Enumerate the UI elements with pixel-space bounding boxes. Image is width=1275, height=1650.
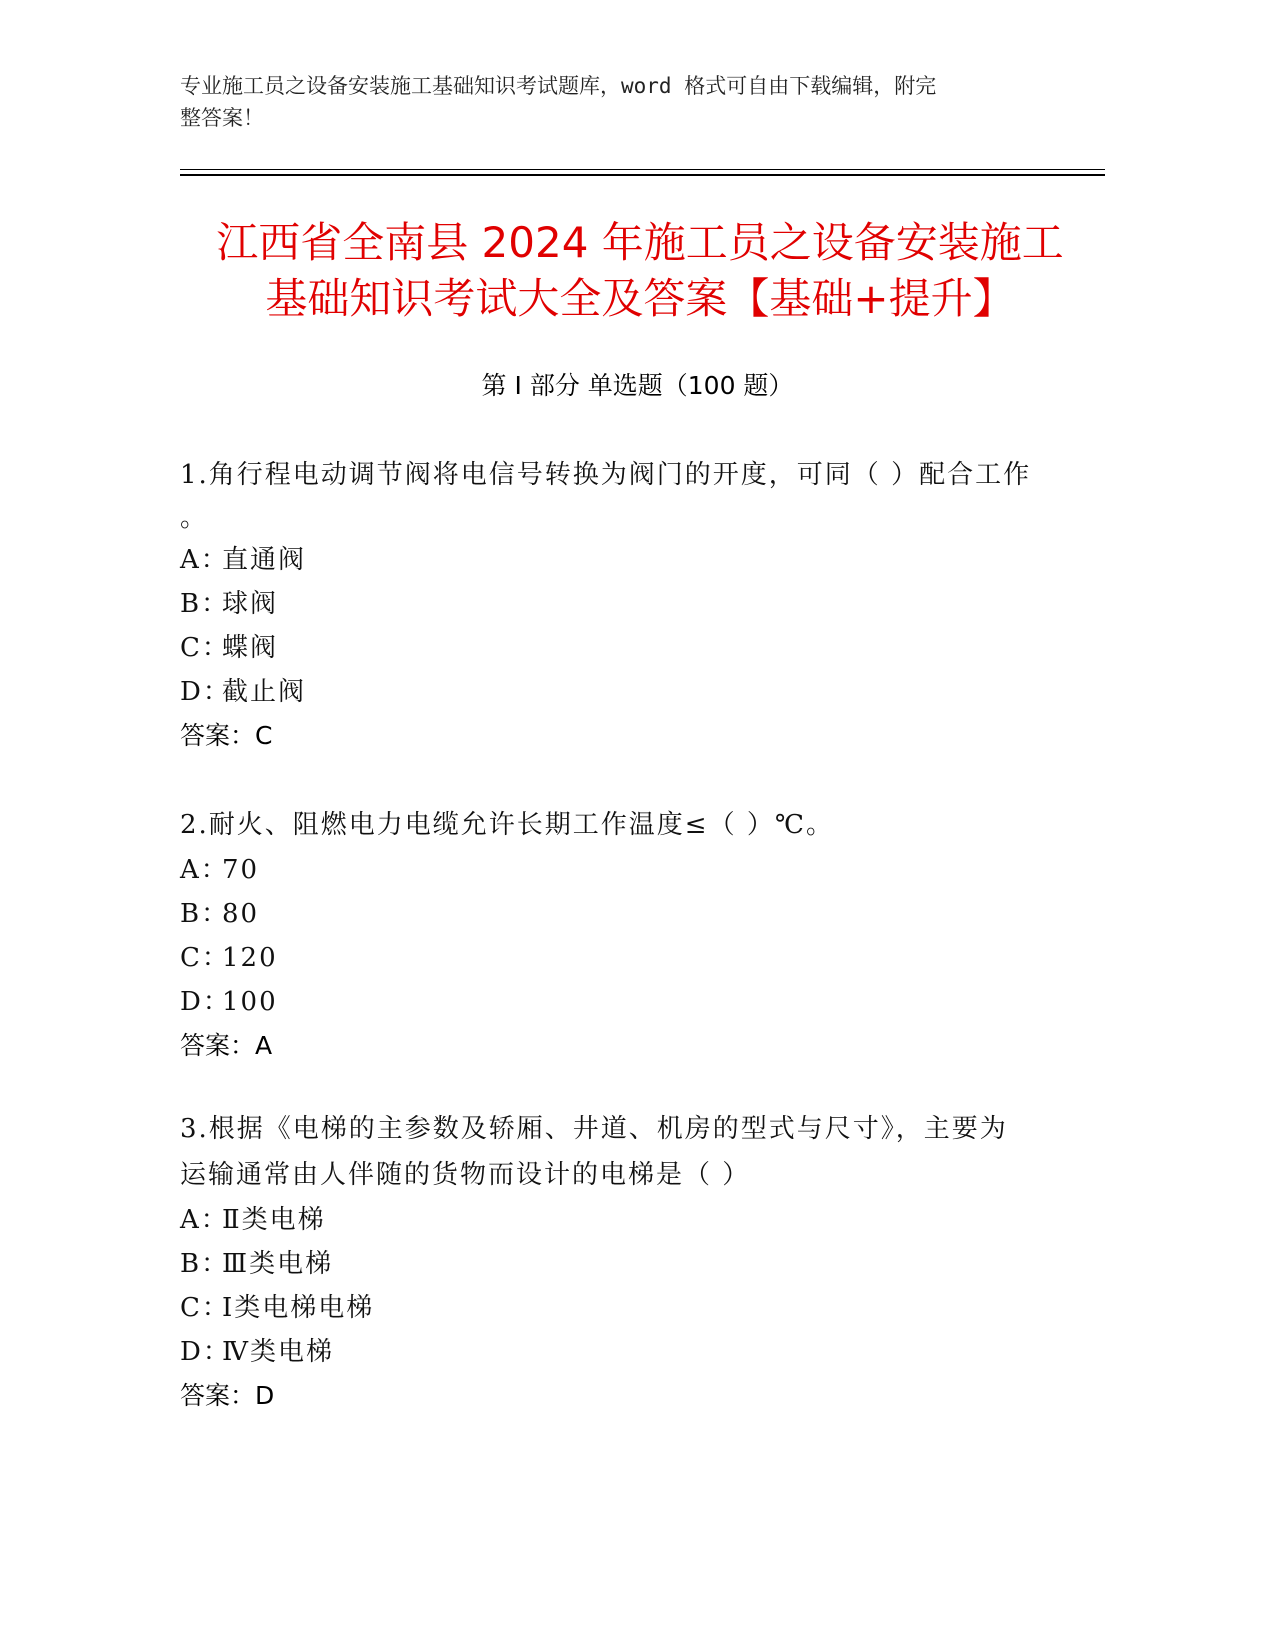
option-text: 70 xyxy=(222,855,260,885)
option-text: 直通阀 xyxy=(222,545,307,575)
question-3 xyxy=(180,1106,1040,1418)
question-stem: 1.角行程电动调节阀将电信号转换为阀门的开度，可同（ ）配合工作 xyxy=(180,460,1032,490)
question-stem: 2.耐火、阻燃电力电缆允许长期工作温度≤（ ）℃。 xyxy=(180,810,834,840)
option-b xyxy=(180,582,1040,626)
answer: 答案：A xyxy=(180,1031,273,1060)
section-title: 第 I 部分 单选题（100 题） xyxy=(481,371,794,400)
document-title-line1: 江西省全南县 2024 年施工员之设备安装施工 xyxy=(216,218,1064,267)
option-d xyxy=(180,670,1040,714)
option-key: A： xyxy=(180,855,229,885)
option-text: 球阀 xyxy=(222,589,279,619)
header-note-line2: 整答案！ xyxy=(180,106,264,130)
question-stem-continued: 。 xyxy=(180,503,209,533)
question-1 xyxy=(180,452,1040,758)
option-key: D： xyxy=(180,987,231,1017)
option-key: D： xyxy=(180,677,231,707)
option-key: B： xyxy=(180,899,230,929)
option-c xyxy=(180,1286,1040,1330)
option-a xyxy=(180,538,1040,582)
option-text: Ⅰ类电梯电梯 xyxy=(222,1293,375,1323)
option-key: C： xyxy=(180,633,230,663)
header-divider-bottom xyxy=(180,174,1105,176)
option-c xyxy=(180,936,1040,980)
option-b xyxy=(180,892,1040,936)
question-2 xyxy=(180,802,1040,1068)
option-key: A： xyxy=(180,545,229,575)
option-text: 100 xyxy=(222,987,278,1017)
question-stem-continued: 运输通常由人伴随的货物而设计的电梯是（ ） xyxy=(180,1160,751,1190)
option-text: Ⅲ类电梯 xyxy=(222,1249,334,1279)
option-key: A： xyxy=(180,1205,229,1235)
option-key: D： xyxy=(180,1337,231,1367)
document-title-line2: 基础知识考试大全及答案【基础+提升】 xyxy=(265,274,1015,323)
option-a xyxy=(180,848,1040,892)
answer: 答案：C xyxy=(180,721,273,750)
option-text: 蝶阀 xyxy=(222,633,279,663)
option-text: Ⅱ类电梯 xyxy=(222,1205,326,1235)
option-text: 截止阀 xyxy=(222,677,307,707)
option-a xyxy=(180,1198,1040,1242)
option-c xyxy=(180,626,1040,670)
option-key: C： xyxy=(180,1293,230,1323)
option-key: C： xyxy=(180,943,230,973)
option-text: Ⅳ类电梯 xyxy=(222,1337,334,1367)
option-d xyxy=(180,980,1040,1024)
header-divider-top xyxy=(180,169,1105,170)
option-d xyxy=(180,1330,1040,1374)
option-key: B： xyxy=(180,1249,230,1279)
header-note xyxy=(180,70,1040,134)
question-stem: 3.根据《电梯的主参数及轿厢、井道、机房的型式与尺寸》，主要为 xyxy=(180,1114,1008,1144)
option-text: 80 xyxy=(222,899,260,929)
header-note-line1: 专业施工员之设备安装施工基础知识考试题库，word 格式可自由下载编辑，附完 xyxy=(180,74,937,98)
option-text: 120 xyxy=(222,943,278,973)
answer: 答案：D xyxy=(180,1381,275,1410)
option-key: B： xyxy=(180,589,230,619)
option-b xyxy=(180,1242,1040,1286)
document-title xyxy=(160,215,1120,327)
